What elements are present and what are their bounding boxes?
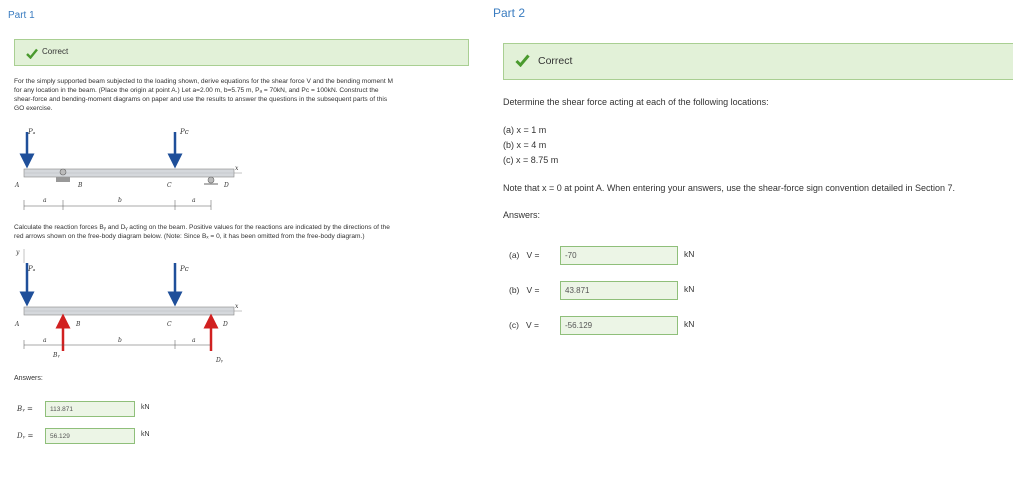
part1-title[interactable]: Part 1	[8, 10, 35, 21]
svg-text:A: A	[15, 321, 20, 328]
location-c: (c) x = 8.75 m	[503, 155, 559, 165]
dy-answer-field[interactable]: 56.129	[45, 428, 135, 444]
dy-unit: kN	[141, 431, 150, 438]
vb-answer-field[interactable]: 43.871	[560, 281, 678, 300]
svg-text:a: a	[192, 337, 196, 344]
va-label: (a) V =	[509, 250, 540, 260]
svg-text:C: C	[167, 182, 172, 189]
va-unit: kN	[684, 249, 695, 259]
dy-label: Dᵧ =	[17, 432, 34, 440]
vb-label: (b) V =	[509, 285, 540, 295]
location-b: (b) x = 4 m	[503, 140, 547, 150]
svg-text:a: a	[43, 197, 47, 204]
label-pc: Pᴄ	[180, 128, 189, 136]
svg-text:Bᵧ: Bᵧ	[53, 352, 60, 359]
part1-answers-label: Answers:	[14, 375, 43, 382]
svg-text:A: A	[15, 182, 20, 189]
by-label: Bᵧ =	[17, 405, 33, 413]
svg-text:x: x	[235, 303, 239, 310]
part1-correct-banner	[14, 39, 469, 66]
svg-text:Pᴄ: Pᴄ	[180, 265, 189, 273]
vb-unit: kN	[684, 284, 695, 294]
label-pa: Pₐ	[28, 128, 36, 136]
svg-text:y: y	[16, 249, 20, 256]
part2-correct-banner	[503, 43, 1013, 80]
check-icon	[26, 46, 38, 64]
svg-text:b: b	[118, 337, 122, 344]
vc-label: (c) V =	[509, 320, 539, 330]
location-a: (a) x = 1 m	[503, 125, 547, 135]
sign-convention-note: Note that x = 0 at point A. When entering your answers, use the shear-force sign convention detailed in Section 7.	[503, 183, 956, 193]
svg-text:x: x	[235, 165, 239, 172]
roller-support-d	[208, 177, 214, 183]
svg-text:Dᵧ: Dᵧ	[216, 357, 224, 363]
check-icon	[515, 54, 530, 72]
part2-title[interactable]: Part 2	[493, 6, 526, 20]
by-answer-field[interactable]: 113.871	[45, 401, 135, 417]
svg-text:a: a	[192, 197, 196, 204]
svg-text:B: B	[76, 321, 81, 328]
vc-unit: kN	[684, 319, 695, 329]
pin-support-b	[60, 169, 66, 175]
svg-text:a: a	[43, 337, 47, 344]
by-unit: kN	[141, 404, 150, 411]
reaction-instructions: Calculate the reaction forces Bᵧ and Dᵧ acting on the beam. Positive values for the reactions are indicated by the directions of the red arrows shown on the free-body diagram below. (Note: Since Bₓ = 0, it has been omitted from the free-body diagram.)	[14, 224, 390, 240]
svg-text:B: B	[78, 182, 83, 189]
svg-text:b: b	[118, 197, 122, 204]
location-list	[503, 123, 558, 168]
part2-answers-label: Answers:	[503, 210, 541, 220]
svg-text:D: D	[224, 182, 229, 189]
part2-question: Determine the shear force acting at each of the following locations:	[503, 97, 769, 107]
beam-loading-diagram	[10, 124, 270, 214]
correct-label: Correct	[42, 47, 69, 56]
vc-answer-field[interactable]: -56.129	[560, 316, 678, 335]
va-answer-field[interactable]: -70	[560, 246, 678, 265]
free-body-diagram	[10, 245, 270, 363]
svg-text:C: C	[167, 321, 172, 328]
svg-text:D: D	[223, 321, 228, 328]
problem-statement: For the simply supported beam subjected to the loading shown, derive equations for the shear force V and the bending moment M for any location in the beam. (Place the origin at point A.) Let a=2.00 m, b=5.75 m, Pₐ = 70kN, and Pᴄ = 100kN. Construct the shear-force and bending-moment diagrams on paper and use the results to answer the questions in the subsequent parts of this GO exercise.	[14, 78, 393, 112]
svg-text:Pₐ: Pₐ	[28, 265, 36, 273]
correct-label: Correct	[538, 55, 573, 67]
